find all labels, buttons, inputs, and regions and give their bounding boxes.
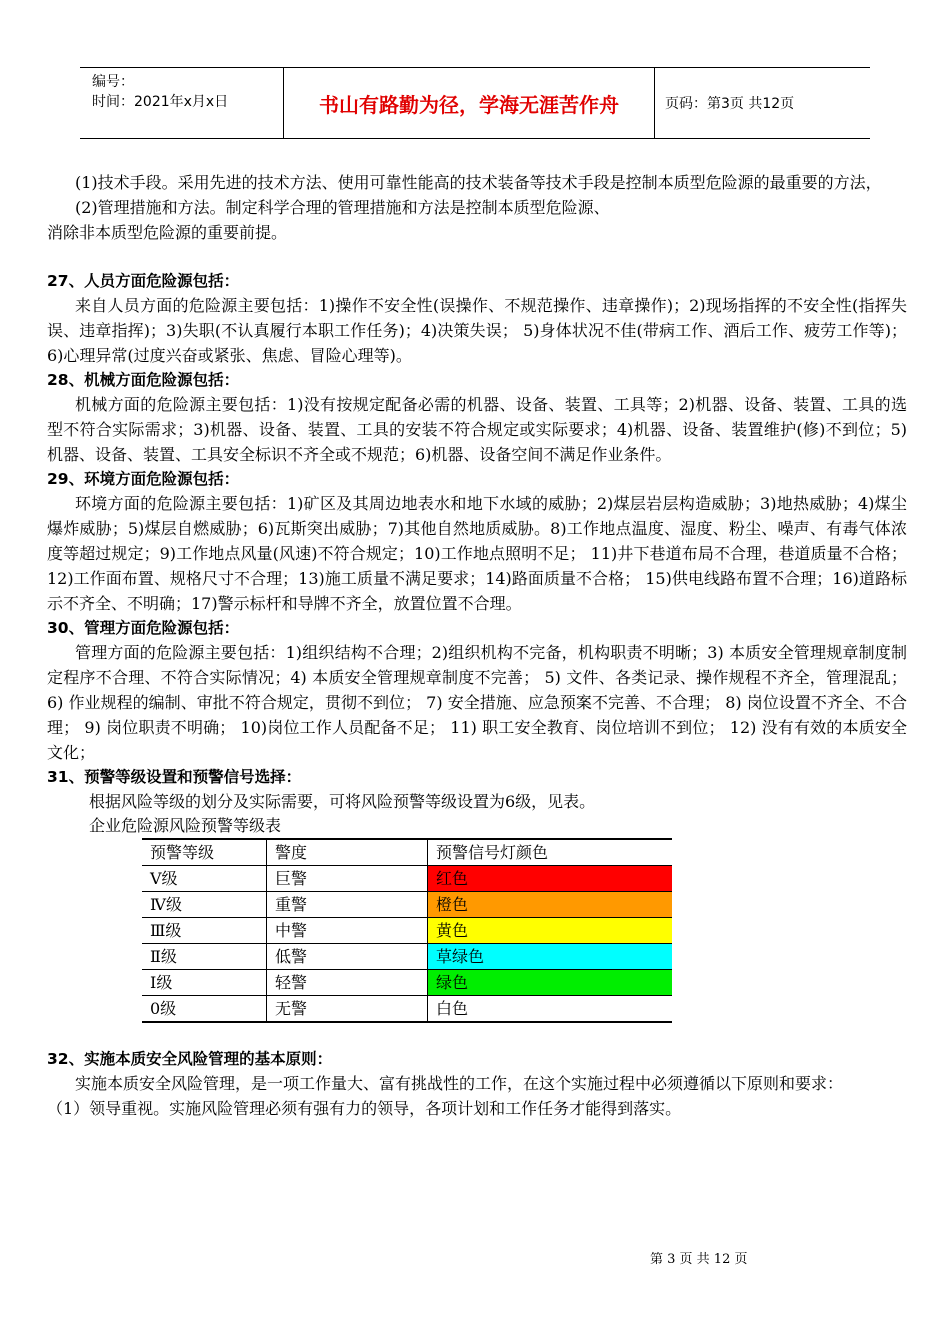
table-row <box>142 918 672 944</box>
signal-color-cell: 草绿色 <box>428 944 673 970</box>
table-row <box>142 866 672 892</box>
paragraph-32-item-1: （1）领导重视。实施风险管理必须有强有力的领导，各项计划和工作任务才能得到落实。 <box>47 1099 682 1118</box>
paragraph-31: 根据风险等级的划分及实际需要，可将风险预警等级设置为6级，见表。 <box>89 792 596 811</box>
degree-cell: 无警 <box>267 996 428 1023</box>
heading-30: 30、管理方面危险源包括： <box>47 619 240 637</box>
warning-level-table <box>142 838 672 1023</box>
degree-cell: 低警 <box>267 944 428 970</box>
table-row <box>142 970 672 996</box>
level-cell: Ⅱ级 <box>142 944 267 970</box>
header-page-label: 页码：第3页 共12页 <box>665 96 795 112</box>
signal-color-cell: 黄色 <box>428 918 673 944</box>
heading-27: 27、人员方面危险源包括： <box>47 272 240 290</box>
level-cell: 0级 <box>142 996 267 1023</box>
document-body <box>47 170 907 1121</box>
paragraph-28: 机械方面的危险源主要包括：1)没有按规定配备必需的机器、设备、装置、工具等；2)机器、设备、装置、工具的选型不符合实际需求；3)机器、设备、装置、工具的安装不符合规定或实际要求；4)机器、设备、装置维护(修)不到位；5)机器、设备、装置、工具安全标识不齐全或不规范；6)机器、设备空间不满足作业条件。 <box>47 395 907 464</box>
table-row <box>142 996 672 1023</box>
signal-color-cell: 白色 <box>428 996 673 1023</box>
degree-cell: 巨警 <box>267 866 428 892</box>
level-cell: Ⅴ级 <box>142 866 267 892</box>
paragraph-management-measures-cont: 消除非本质型危险源的重要前提。 <box>47 223 288 242</box>
table-row <box>142 892 672 918</box>
table-row <box>142 944 672 970</box>
paragraph-32: 实施本质安全风险管理，是一项工作量大、富有挑战性的工作，在这个实施过程中必须遵循以下原则和要求： <box>75 1074 844 1093</box>
level-cell: Ⅰ级 <box>142 970 267 996</box>
header-motto: 书山有路勤为径，学海无涯苦作舟 <box>284 68 655 138</box>
signal-color-cell: 橙色 <box>428 892 673 918</box>
level-cell: Ⅳ级 <box>142 892 267 918</box>
signal-color-cell: 红色 <box>428 866 673 892</box>
heading-31: 31、预警等级设置和预警信号选择： <box>47 768 302 786</box>
time-label: 时间：2021年x月x日 <box>92 94 229 110</box>
paragraph-30: 管理方面的危险源主要包括：1)组织结构不合理；2)组织机构不完备，机构职责不明晰；3) 本质安全管理规章制度制定程序不合理、不符合实际情况；4) 本质安全管理规章制度不完善； 5) 文件、各类记录、操作规程不齐全，管理混乱； 6) 作业规程的编制、审批不符合规定，贯彻不到位； 7) 安全措施、应急预案不完善、不合理； 8) 岗位设置不齐全、不合理； 9) 岗位职责不明确； 10)岗位工作人员配备不足； 11) 职工安全教育、岗位培训不到位； 12) 没有有效的本质安全文化； <box>47 643 907 762</box>
signal-color-cell: 绿色 <box>428 970 673 996</box>
page-header <box>80 67 870 139</box>
paragraph-29: 环境方面的危险源主要包括：1)矿区及其周边地表水和地下水域的威胁；2)煤层岩层构造威胁；3)地热威胁；4)煤尘爆炸威胁；5)煤层自燃威胁；6)瓦斯突出威胁；7)其他自然地质威胁。8)工作地点温度、湿度、粉尘、噪声、有毒气体浓度等超过规定；9)工作地点风量(风速)不符合规定；10)工作地点照明不足； 11)井下巷道布局不合理，巷道质量不合格；12)工作面布置、规格尺寸不合理；13)施工质量不满足要求；14)路面质量不合格； 15)供电线路布置不合理；16)道路标示不齐全、不明确；17)警示标杆和导牌不齐全，放置位置不合理。 <box>47 494 907 613</box>
page-footer: 第 3 页 共 12 页 <box>650 1252 748 1267</box>
header-meta <box>80 68 284 138</box>
heading-32: 32、实施本质安全风险管理的基本原则： <box>47 1050 333 1068</box>
table-header-cell: 警度 <box>267 839 428 866</box>
table-header-row <box>142 839 672 866</box>
number-label: 编号： <box>92 74 134 90</box>
heading-28: 28、机械方面危险源包括： <box>47 371 240 389</box>
degree-cell: 重警 <box>267 892 428 918</box>
paragraph-27: 来自人员方面的危险源主要包括：1)操作不安全性(误操作、不规范操作、违章操作)；2)现场指挥的不安全性(指挥失误、违章指挥)；3)失职(不认真履行本职工作任务)；4)决策失误； 5)身体状况不佳(带病工作、酒后工作、疲劳工作等)；6)心理异常(过度兴奋或紧张、焦虑、冒险心理等)。 <box>47 296 907 365</box>
table-title: 企业危险源风险预警等级表 <box>89 816 282 835</box>
table-header-cell: 预警信号灯颜色 <box>428 839 673 866</box>
degree-cell: 中警 <box>267 918 428 944</box>
heading-29: 29、环境方面危险源包括： <box>47 470 240 488</box>
table-header-cell: 预警等级 <box>142 839 267 866</box>
paragraph-management-measures: (2)管理措施和方法。制定科学合理的管理措施和方法是控制本质型危险源、 <box>75 198 610 217</box>
paragraph-tech-means: (1)技术手段。采用先进的技术方法、使用可靠性能高的技术装备等技术手段是控制本质型危险源的最重要的方法， <box>75 173 882 192</box>
level-cell: Ⅲ级 <box>142 918 267 944</box>
degree-cell: 轻警 <box>267 970 428 996</box>
